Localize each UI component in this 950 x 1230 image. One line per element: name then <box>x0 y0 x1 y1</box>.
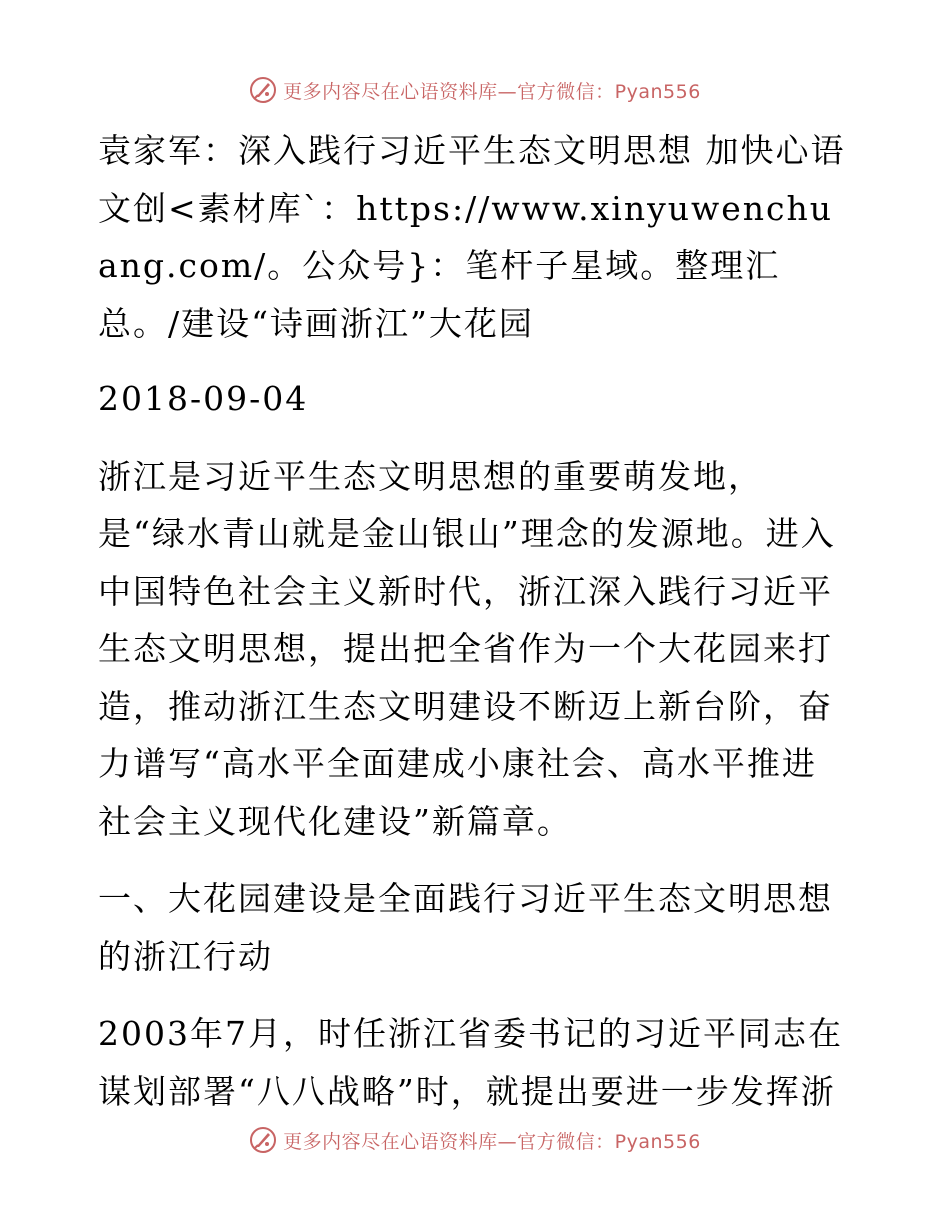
section-heading-1: 一、大花园建设是全面践行习近平生态文明思想的浙江行动 <box>98 879 833 976</box>
watermark-footer <box>0 1120 950 1160</box>
paragraph-intro: 浙江是习近平生态文明思想的重要萌发地，是“绿水青山就是金山银山”理念的发源地。进入中国特色社会主义新时代，浙江深入践行习近平生态文明思想，提出把全省作为一个大花园来打造，推动浙江生态文明建设不断迈上新台阶，奋力谱写“高水平全面建成小康社会、高水平推进社会主义现代化建设”新篇章。 <box>98 456 836 841</box>
document-body <box>98 122 850 1140</box>
watermark-header <box>0 70 950 110</box>
watermark-text: 更多内容尽在心语资料库—官方微信：Pyan556 <box>283 1130 701 1153</box>
quill-pen-logo-icon <box>249 1126 277 1154</box>
watermark-text: 更多内容尽在心语资料库—官方微信：Pyan556 <box>283 80 701 103</box>
paragraph-2003: 2003年7月，时任浙江省委书记的习近平同志在谋划部署“八八战略”时，就提出要进一步发挥浙 <box>98 1014 843 1111</box>
document-title: 袁家军：深入践行习近平生态文明思想 加快心语文创<素材库`：https://www.xinyuwenchuang.com/。公众号}：笔杆子星域。整理汇总。/建设“诗画浙江”大花园 <box>98 131 846 343</box>
quill-pen-logo-icon <box>249 76 277 104</box>
document-date: 2018-09-04 <box>98 379 309 418</box>
